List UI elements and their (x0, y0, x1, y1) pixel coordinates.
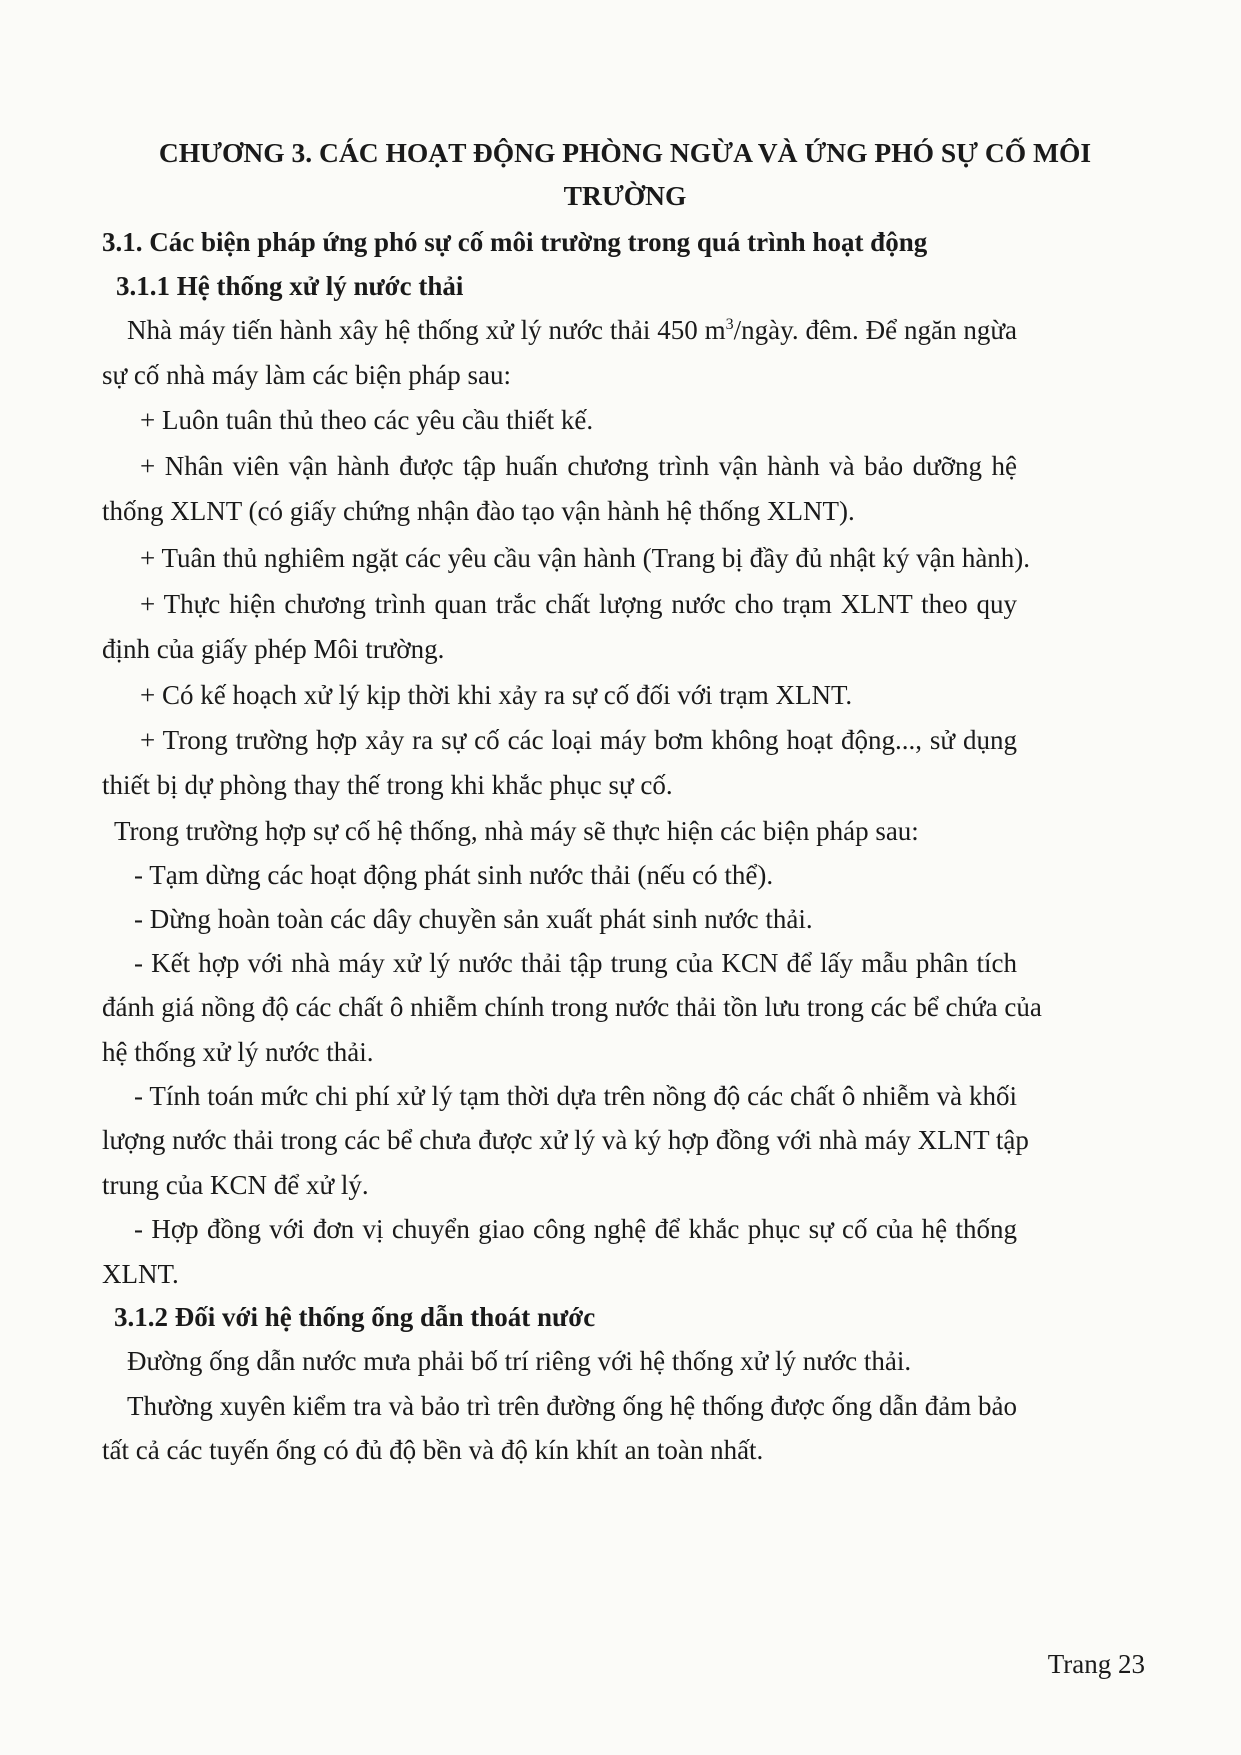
measure-1: + Luôn tuân thủ theo các yêu cầu thiết kế. (140, 405, 594, 435)
incident-step-1: - Tạm dừng các hoạt động phát sinh nước thải (nếu có thể). (134, 860, 774, 890)
measure-5: + Có kế hoạch xử lý kịp thời khi xảy ra sự cố đối với trạm XLNT. (140, 680, 853, 710)
measure-4-line-2: định của giấy phép Môi trường. (102, 634, 445, 664)
drainage-paragraph-1: Đường ống dẫn nước mưa phải bố trí riêng với hệ thống xử lý nước thải. (127, 1346, 912, 1376)
incident-step-4-line-2: lượng nước thải trong các bể chưa được xử lý và ký hợp đồng với nhà máy XLNT tập (102, 1125, 1029, 1155)
incident-intro: Trong trường hợp sự cố hệ thống, nhà máy sẽ thực hiện các biện pháp sau: (114, 816, 919, 846)
page-number: Trang 23 (1047, 1649, 1145, 1679)
incident-step-4-line-3: trung của KCN để xử lý. (102, 1170, 369, 1200)
measure-6-line-1: + Trong trường hợp xảy ra sự cố các loại máy bơm không hoạt động..., sử dụng (140, 725, 1017, 755)
paragraph-intro-line-2: sự cố nhà máy làm các biện pháp sau: (102, 360, 511, 390)
incident-step-2: - Dừng hoàn toàn các dây chuyền sản xuất phát sinh nước thải. (134, 904, 813, 934)
section-3-1-heading: 3.1. Các biện pháp ứng phó sự cố môi trường trong quá trình hoạt động (102, 227, 928, 257)
measure-6-line-2: thiết bị dự phòng thay thế trong khi khắc phục sự cố. (102, 770, 673, 800)
drainage-paragraph-2-line-2: tất cả các tuyến ống có đủ độ bền và độ kín khít an toàn nhất. (102, 1435, 764, 1465)
drainage-paragraph-2-line-1: Thường xuyên kiểm tra và bảo trì trên đường ống hệ thống được ống dẫn đảm bảo (127, 1391, 1017, 1421)
paragraph-intro-line-1: Nhà máy tiến hành xây hệ thống xử lý nước thải 450 $m^3$/ngày. đêm. Để ngăn ngừa (127, 315, 1017, 345)
measure-4-line-1: + Thực hiện chương trình quan trắc chất lượng nước cho trạm XLNT theo quy (140, 589, 1017, 619)
section-3-1-1-heading: 3.1.1 Hệ thống xử lý nước thải (116, 271, 464, 301)
measure-2-line-2: thống XLNT (có giấy chứng nhận đào tạo vận hành hệ thống XLNT). (102, 496, 855, 526)
incident-step-4-line-1: - Tính toán mức chi phí xử lý tạm thời dựa trên nồng độ các chất ô nhiễm và khối (134, 1081, 1017, 1111)
incident-step-5-line-2: XLNT. (102, 1259, 179, 1289)
chapter-title-line-2: TRƯỜNG (563, 180, 687, 211)
measure-3: + Tuân thủ nghiêm ngặt các yêu cầu vận hành (Trang bị đầy đủ nhật ký vận hành). (140, 543, 1031, 573)
incident-step-5-line-1: - Hợp đồng với đơn vị chuyển giao công nghệ để khắc phục sự cố của hệ thống (134, 1214, 1017, 1244)
incident-step-3-line-3: hệ thống xử lý nước thải. (102, 1037, 374, 1067)
chapter-title-line-1: CHƯƠNG 3. CÁC HOẠT ĐỘNG PHÒNG NGỪA VÀ ỨNG PHÓ SỰ CỐ MÔI (158, 137, 1092, 168)
section-3-1-2-heading: 3.1.2 Đối với hệ thống ống dẫn thoát nước (114, 1302, 596, 1332)
measure-2-line-1: + Nhân viên vận hành được tập huấn chương trình vận hành và bảo dưỡng hệ (140, 451, 1017, 481)
incident-step-3-line-1: - Kết hợp với nhà máy xử lý nước thải tập trung của KCN để lấy mẫu phân tích (134, 948, 1017, 978)
incident-step-3-line-2: đánh giá nồng độ các chất ô nhiễm chính trong nước thải tồn lưu trong các bể chứa của (102, 992, 1042, 1022)
